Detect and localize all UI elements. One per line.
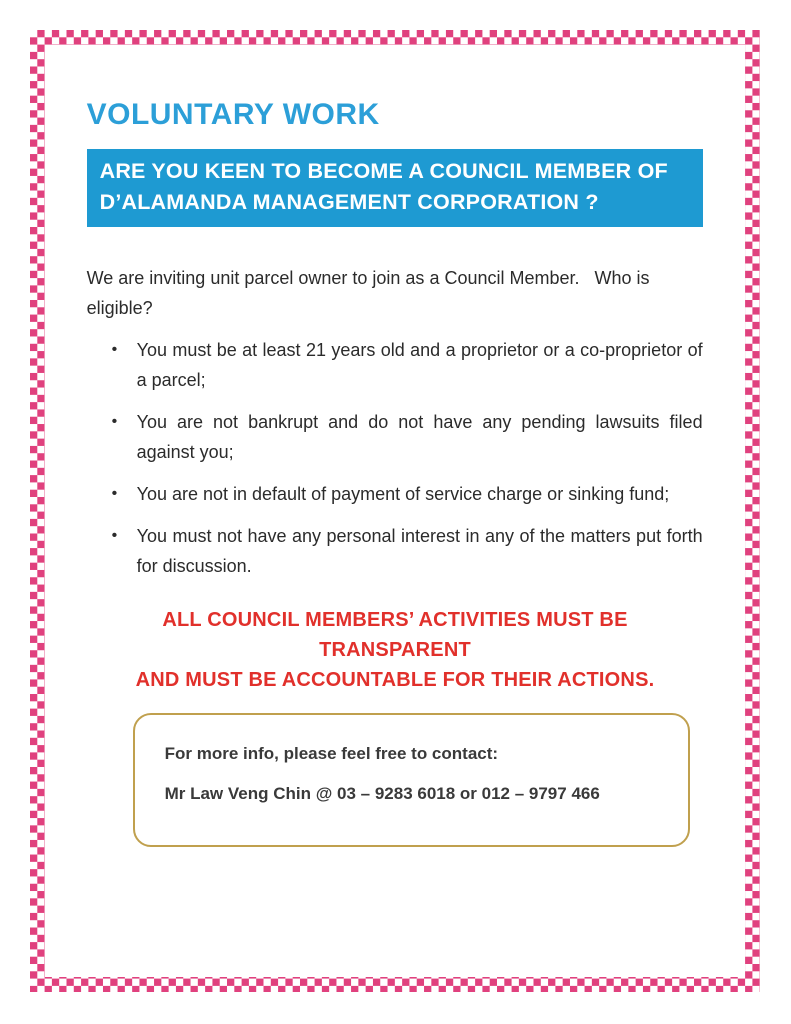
page-title: VOLUNTARY WORK bbox=[86, 97, 380, 131]
eligibility-list bbox=[87, 335, 704, 581]
list-item-text: You are not bankrupt and do not have any pending lawsuits filed against you; bbox=[136, 411, 703, 462]
list-item bbox=[87, 407, 704, 467]
notice-line-2: AND MUST BE ACCOUNTABLE FOR THEIR ACTIONS. bbox=[135, 668, 655, 691]
banner-line-2: D’ALAMANDA MANAGEMENT CORPORATION ? bbox=[99, 189, 599, 214]
bullet-icon: • bbox=[111, 412, 118, 430]
page-inner bbox=[45, 45, 746, 978]
intro-paragraph: We are inviting unit parcel owner to join as a Council Member. Who is eligible? bbox=[86, 267, 650, 318]
banner bbox=[87, 149, 704, 227]
flyer-content bbox=[45, 45, 746, 847]
list-item bbox=[87, 479, 704, 509]
list-item bbox=[87, 335, 704, 395]
banner-line-1: ARE YOU KEEN TO BECOME A COUNCIL MEMBER OF bbox=[99, 158, 668, 183]
contact-box bbox=[133, 713, 690, 847]
list-item-text: You must be at least 21 years old and a proprietor or a co-proprietor of a parcel; bbox=[136, 339, 703, 390]
bullet-icon: • bbox=[111, 484, 118, 502]
contact-detail: Mr Law Veng Chin @ 03 – 9283 6018 or 012 – 9797 466 bbox=[164, 783, 600, 803]
contact-intro: For more info, please feel free to contact: bbox=[164, 743, 499, 763]
bullet-icon: • bbox=[111, 526, 118, 544]
bullet-icon: • bbox=[111, 340, 118, 358]
notice-line-1: ALL COUNCIL MEMBERS’ ACTIVITIES MUST BE TRANSPARENT bbox=[162, 608, 628, 661]
transparency-notice bbox=[87, 605, 704, 695]
list-item bbox=[87, 521, 704, 581]
list-item-text: You are not in default of payment of service charge or sinking fund; bbox=[136, 483, 670, 504]
checkered-border bbox=[30, 30, 760, 992]
list-item-text: You must not have any personal interest in any of the matters put forth for discussion. bbox=[136, 525, 703, 576]
